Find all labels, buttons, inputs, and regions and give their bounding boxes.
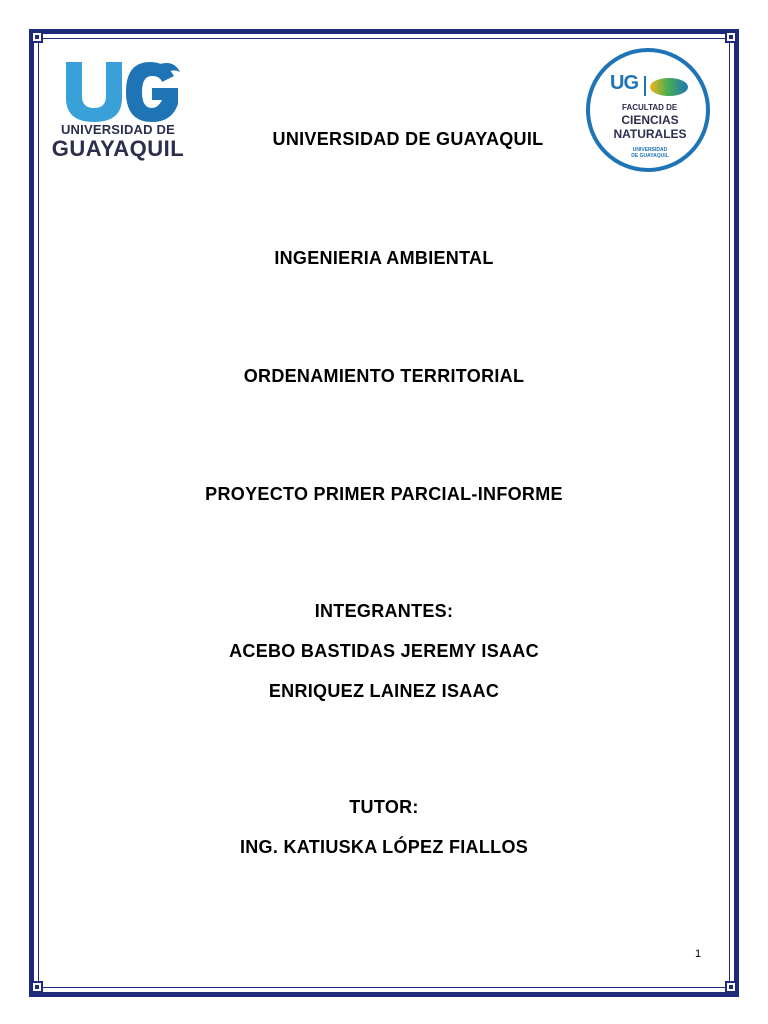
logo-text-line2: GUAYAQUIL bbox=[51, 136, 185, 161]
faculty-logo-mini-text: UNIVERSIDAD DE GUAYAQUIL bbox=[631, 147, 669, 159]
member-name-2: ENRIQUEZ LAINEZ ISAAC bbox=[268, 681, 500, 701]
university-title: UNIVERSIDAD DE GUAYAQUIL bbox=[272, 129, 544, 149]
globe-icon bbox=[650, 78, 688, 96]
faculty-logo-line1: CIENCIAS bbox=[621, 113, 679, 127]
members-label: INTEGRANTES: bbox=[314, 601, 454, 621]
border-corner-bottom-left bbox=[31, 981, 43, 993]
career-title: INGENIERIA AMBIENTAL bbox=[274, 248, 494, 268]
faculty-logo-mark: UG bbox=[610, 72, 638, 94]
member-name-1: ACEBO BASTIDAS JEREMY ISAAC bbox=[229, 641, 539, 661]
border-corner-bottom-right bbox=[725, 981, 737, 993]
subject-title: ORDENAMIENTO TERRITORIAL bbox=[243, 366, 525, 386]
faculty-logo-separator bbox=[644, 76, 646, 96]
ug-logo-mark bbox=[48, 58, 188, 124]
tutor-name: ING. KATIUSKA LÓPEZ FIALLOS bbox=[239, 837, 529, 857]
logo-text-line1: UNIVERSIDAD DE bbox=[60, 122, 176, 137]
border-corner-top-left bbox=[31, 31, 43, 43]
faculty-logo bbox=[586, 48, 718, 172]
tutor-label: TUTOR: bbox=[349, 797, 419, 817]
project-title: PROYECTO PRIMER PARCIAL-INFORME bbox=[205, 484, 563, 504]
border-corner-top-right bbox=[725, 31, 737, 43]
faculty-logo-small-label: FACULTAD DE bbox=[622, 103, 678, 112]
faculty-logo-line2: NATURALES bbox=[613, 127, 687, 141]
page-number: 1 bbox=[695, 948, 702, 960]
